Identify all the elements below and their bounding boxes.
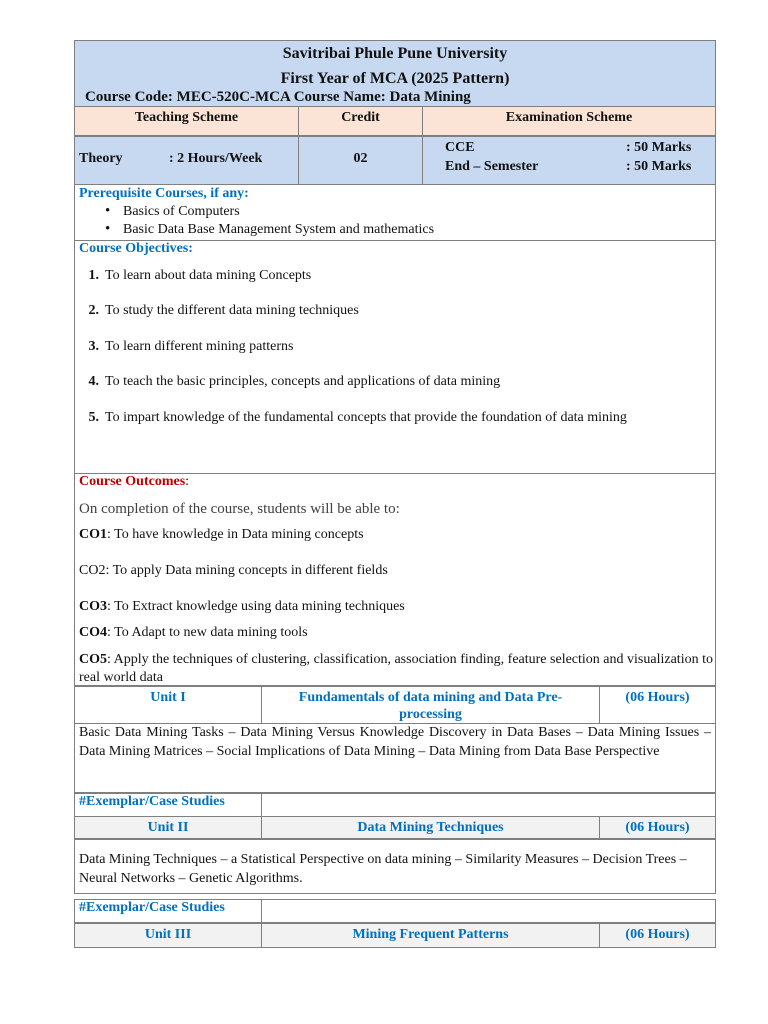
co3 [79,598,713,616]
university-name: Savitribai Phule Pune University [282,45,508,62]
teaching-scheme-header: Teaching Scheme [134,110,239,125]
prerequisites-title: Prerequisite Courses, if any: [79,186,249,201]
unit-2-title: Data Mining Techniques [357,820,504,835]
unit-3-hours: (06 Hours) [625,927,690,942]
credit-value: 02 [353,151,368,166]
examination-scheme-header: Examination Scheme [505,110,633,125]
objective-text: To study the different data mining techniques [105,303,359,318]
unit-2-header-row [74,816,716,839]
course-code-line: Course Code: MEC-520C-MCA Course Name: Data Mining [85,89,471,105]
endsem-label: End – Semester [445,159,539,174]
co5 [79,651,713,687]
outcomes-title: Course Outcomes [79,474,186,489]
unit-1-header-row [74,686,716,724]
outcomes-intro: On completion of the course, students will be able to: [79,501,400,517]
endsem-marks: : 50 Marks [626,159,692,174]
objective-item [77,374,500,390]
unit-3-label: Unit III [144,927,192,942]
unit-1-content: Basic Data Mining Tasks – Data Mining Versus Knowledge Discovery in Data Bases – Data Mining Issues – Data Mining Matrices – Social Implications of Data Mining – Data Mining from Data Base Perspective [79,725,711,759]
objectives-title: Course Objectives: [79,241,193,256]
theory-hours: : 2 Hours/Week [169,151,263,166]
objective-item [77,339,293,355]
unit-2-exemplar-label: #Exemplar/Case Studies [79,900,225,915]
objective-text: To teach the basic principles, concepts and applications of data mining [105,374,501,389]
prerequisite-item: • Basics of Computers [123,204,240,220]
objective-text: To learn different mining patterns [105,339,294,354]
unit-2-content: Data Mining Techniques – a Statistical Perspective on data mining – Similarity Measures – Decision Trees – Neural Networks – Genetic Algorithms. [79,852,687,886]
outcomes-colon: : [185,474,190,489]
unit-1-exemplar-label: #Exemplar/Case Studies [79,794,225,809]
objectives-section [74,241,716,474]
co5-label: CO5 [79,652,107,667]
co2: CO2: To apply Data mining concepts in different fields [79,563,388,578]
prerequisite-item: • Basic Data Base Management System and mathematics [123,222,434,238]
theory-label: Theory [79,151,123,166]
unit-3-title: Mining Frequent Patterns [352,927,509,942]
objective-text: To learn about data mining Concepts [105,268,312,283]
co3-text: : To Extract knowledge using data mining techniques [107,599,405,614]
objective-text: To impart knowledge of the fundamental concepts that provide the foundation of data mining [105,410,627,425]
objective-number: 3. [88,339,99,354]
program-title: First Year of MCA (2025 Pattern) [280,70,510,87]
unit-1-exemplar-row [74,793,716,817]
objective-item [77,268,311,284]
objective-item [77,303,359,319]
cce-label: CCE [445,140,475,155]
unit-1-hours: (06 Hours) [625,690,690,705]
prerequisites-section [74,185,716,241]
co1-text: : To have knowledge in Data mining concepts [107,527,364,542]
course-header [74,40,716,106]
unit-1-content-box [74,723,716,793]
co4 [79,624,713,642]
co1-label: CO1 [79,527,107,542]
outcomes-section [74,474,716,686]
unit-2-content-box [74,839,716,894]
unit-2-hours: (06 Hours) [625,820,690,835]
objective-number: 1. [88,268,99,283]
unit-3-header-row [74,923,716,948]
objective-number: 4. [88,374,99,389]
scheme-header-row [74,106,716,136]
co4-text: : To Adapt to new data mining tools [107,625,308,640]
objective-number: 2. [88,303,99,318]
co3-label: CO3 [79,599,107,614]
unit-1-label: Unit I [150,690,186,705]
objective-number: 5. [88,410,99,425]
co4-label: CO4 [79,625,107,640]
scheme-values-row [74,136,716,185]
co1 [79,526,713,544]
unit-1-title: Fundamentals of data mining and Data Pre-processing [298,690,563,722]
unit-2-label: Unit II [147,820,189,835]
objective-item [77,410,627,426]
unit-2-exemplar-row [74,899,716,923]
credit-header: Credit [341,110,380,125]
co5-text: : Apply the techniques of clustering, classification, association finding, feature selection and visualization to real world data [79,652,713,685]
cce-marks: : 50 Marks [626,140,692,155]
